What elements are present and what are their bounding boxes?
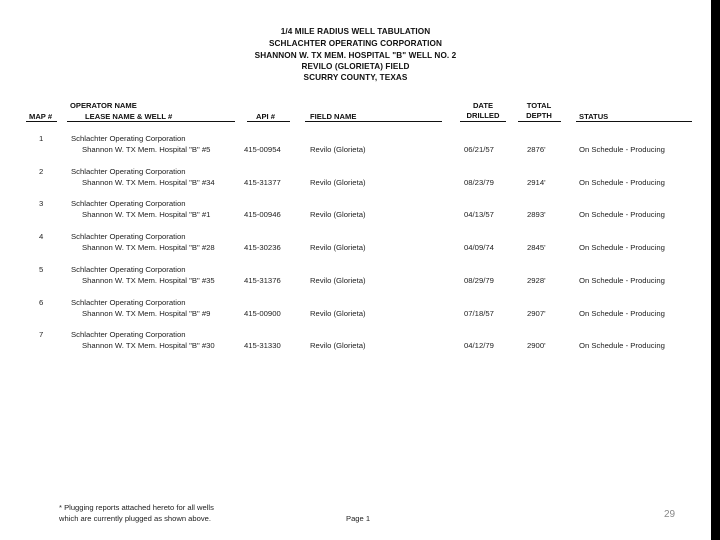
footnote-line-2: which are currently plugged as shown above. [59,514,211,523]
header-lease: LEASE NAME & WELL # [85,112,173,121]
status-text: On Schedule - Producing [579,243,665,253]
status-text: On Schedule - Producing [579,275,665,285]
field-name: Revilo (Glorieta) [310,308,366,318]
operator-name: Schlachter Operating Corporation [71,199,186,209]
map-number: 7 [39,330,44,340]
slide-number: 29 [664,509,676,520]
date-drilled: 07/18/57 [464,308,494,318]
lease-name: Shannon W. TX Mem. Hospital "B" #34 [82,177,215,187]
field-name: Revilo (Glorieta) [310,145,366,154]
header-map: MAP # [29,112,53,121]
header-rule-api [247,121,290,122]
map-number: 2 [39,166,44,176]
header-date-top: DATE [472,101,494,110]
operator-name: Schlachter Operating Corporation [71,134,186,143]
header-rule-field [305,121,442,122]
header-date-bottom: DRILLED [466,111,500,120]
lease-name: Shannon W. TX Mem. Hospital "B" #35 [82,275,215,285]
operator-name: Schlachter Operating Corporation [71,264,186,274]
table-row [0,167,711,193]
title-line-1: 1/4 MILE RADIUS WELL TABULATION [280,27,431,36]
table-row [0,134,711,160]
table-row [0,298,711,324]
footnote-line-1: * Plugging reports attached hereto for all wells [59,503,214,512]
total-depth: 2845' [527,243,546,253]
map-number: 4 [39,232,44,242]
header-status: STATUS [579,112,609,121]
header-date [462,101,504,121]
header-rule-status [576,121,692,122]
lease-name: Shannon W. TX Mem. Hospital "B" #5 [82,145,211,154]
map-number: 6 [39,297,44,307]
title-line-2: SCHLACHTER OPERATING CORPORATION [268,39,442,48]
header-rule-date [460,121,506,122]
status-text: On Schedule - Producing [579,145,665,154]
header-rule-map [26,121,57,122]
date-drilled: 04/13/57 [464,210,494,220]
header-operator: OPERATOR NAME [70,101,137,110]
api-number: 415-00900 [244,308,281,318]
api-number: 415-31376 [244,275,281,285]
status-text: On Schedule - Producing [579,308,665,318]
table-row [0,232,711,258]
table-row [0,199,711,225]
header-api: API # [256,112,275,121]
header-rule-lease [67,121,235,122]
api-number: 415-30236 [244,243,281,253]
operator-name: Schlachter Operating Corporation [71,232,186,242]
title-line-3: SHANNON W. TX MEM. HOSPITAL "B" WELL NO. 2 [254,51,457,60]
header-field: FIELD NAME [310,112,357,121]
lease-name: Shannon W. TX Mem. Hospital "B" #1 [82,210,211,220]
operator-name: Schlachter Operating Corporation [71,297,186,307]
api-number: 415-00946 [244,210,281,220]
title-line-4: REVILO (GLORIETA) FIELD [301,62,410,71]
footer-page-label: Page 1 [346,514,371,523]
field-name: Revilo (Glorieta) [310,177,366,187]
total-depth: 2893' [527,210,546,220]
operator-name: Schlachter Operating Corporation [71,330,186,340]
map-number: 5 [39,264,44,274]
total-depth: 2907' [527,308,546,318]
operator-name: Schlachter Operating Corporation [71,166,186,176]
status-text: On Schedule - Producing [579,177,665,187]
total-depth: 2914' [527,177,546,187]
map-number: 3 [39,199,44,209]
total-depth: 2900' [527,341,546,351]
field-name: Revilo (Glorieta) [310,341,366,351]
header-rule-depth [518,121,561,122]
header-depth-bottom: DEPTH [526,111,552,120]
date-drilled: 08/23/79 [464,177,494,187]
lease-name: Shannon W. TX Mem. Hospital "B" #9 [82,308,211,318]
field-name: Revilo (Glorieta) [310,275,366,285]
total-depth: 2928' [527,275,546,285]
title-line-5: SCURRY COUNTY, TEXAS [303,73,408,82]
lease-name: Shannon W. TX Mem. Hospital "B" #28 [82,243,215,253]
total-depth: 2876' [527,145,546,154]
date-drilled: 04/12/79 [464,341,494,351]
field-name: Revilo (Glorieta) [310,210,366,220]
map-number: 1 [39,134,44,143]
status-text: On Schedule - Producing [579,341,665,351]
api-number: 415-31330 [244,341,281,351]
api-number: 415-31377 [244,177,281,187]
status-text: On Schedule - Producing [579,210,665,220]
lease-name: Shannon W. TX Mem. Hospital "B" #30 [82,341,215,351]
api-number: 415-00954 [244,145,281,154]
date-drilled: 08/29/79 [464,275,494,285]
header-depth [518,101,560,121]
table-row [0,330,711,356]
table-row [0,265,711,291]
field-name: Revilo (Glorieta) [310,243,366,253]
date-drilled: 04/09/74 [464,243,494,253]
date-drilled: 06/21/57 [464,145,494,154]
header-depth-top: TOTAL [526,101,552,110]
